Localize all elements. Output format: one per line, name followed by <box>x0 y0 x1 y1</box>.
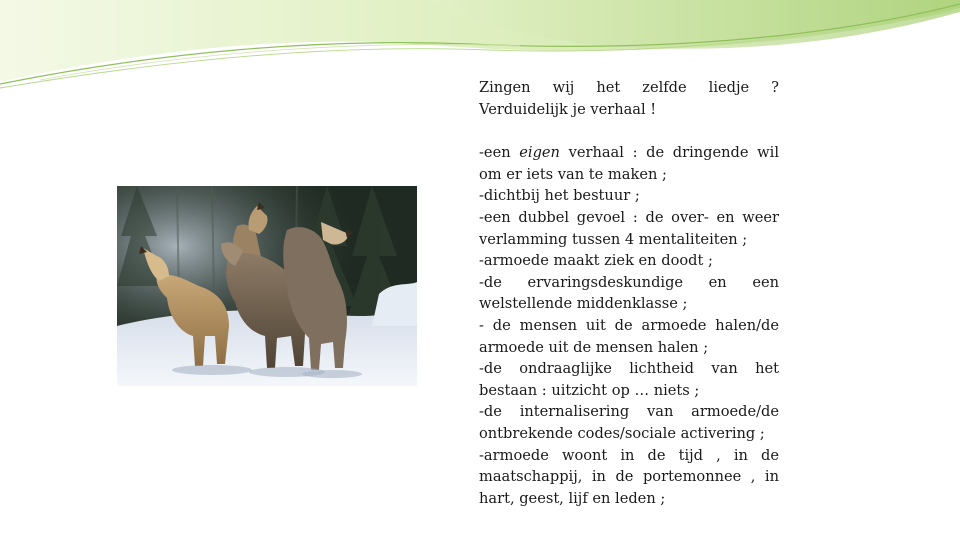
bullet-item: -de ondraaglijke lichtheid van het bestaan : uitzicht op … niets ; <box>479 360 779 399</box>
bullet-item: -armoede woont in de tijd , in de maatschappij, in de portemonnee , in hart, geest, lijf en leden ; <box>479 446 779 507</box>
bullet-item: - de mensen uit de armoede halen/de armoede uit de mensen halen ; <box>479 316 779 356</box>
bullet-item: -armoede maakt ziek en doodt ; <box>479 252 713 270</box>
bullet-item: -de internalisering van armoede/de ontbrekende codes/sociale activering ; <box>479 403 779 442</box>
bullet-text-suffix: verhaal : de dringende wil om er iets van te maken ; <box>479 144 780 183</box>
bullet-text-emphasis: eigen <box>519 144 560 162</box>
bullet-item: -dichtbij het bestuur ; <box>479 187 640 205</box>
slide-heading-line-1: Zingen wij het zelfde liedje ? <box>479 79 779 96</box>
slide-heading-line-2: Verduidelijk je verhaal ! <box>479 100 657 118</box>
bullet-item <box>479 142 779 185</box>
bullet-list <box>479 142 779 509</box>
bullet-text-prefix: -een <box>479 144 520 162</box>
slide-text-box <box>479 77 779 509</box>
bullet-item: -een dubbel gevoel : de over- en weer verlamming tussen 4 mentaliteiten ; <box>479 208 779 248</box>
bullet-item: -de ervaringsdeskundige en een welstellende middenklasse ; <box>479 273 779 313</box>
wolves-howling-photo <box>117 186 417 386</box>
spacer <box>479 120 779 142</box>
